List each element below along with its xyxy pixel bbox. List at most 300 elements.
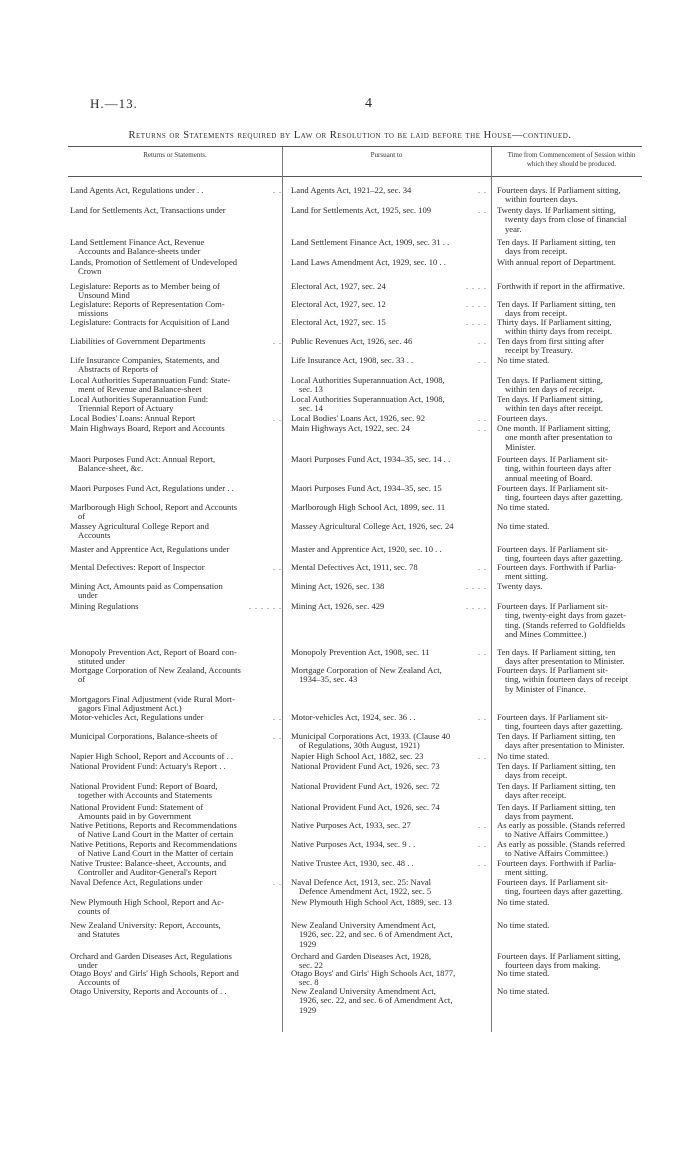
time-cell	[497, 356, 647, 365]
time-text-line: No time stated.	[497, 897, 550, 907]
return-text-line: Land for Settlements Act, Transactions under	[70, 205, 226, 215]
time-text-line: fourteen days from making.	[505, 960, 601, 971]
pursuant-text-line: sec. 14	[299, 403, 323, 414]
return-text-line: Mining Act, Amounts paid as Compensation	[70, 581, 223, 591]
return-cell	[70, 803, 278, 822]
pursuant-cell	[291, 713, 487, 722]
time-cell	[497, 300, 647, 319]
leader-dots: . . . .	[466, 602, 487, 611]
pursuant-text-line: Defence Amendment Act, 1922, sec. 5	[299, 886, 432, 897]
pursuant-cell	[291, 803, 487, 812]
return-text-line: of Native Land Court in the Matter of certain	[78, 829, 234, 840]
return-text-line: of	[78, 674, 86, 685]
pursuant-cell	[291, 582, 487, 591]
time-text-line: Fourteen days. If Parliament sit-	[497, 454, 608, 464]
time-text-line: ting, fourteen days after gazetting.	[505, 886, 623, 897]
return-cell	[70, 987, 278, 996]
return-text-line: Crown	[78, 266, 102, 277]
column-header-time-line-2: which they should be produced.	[526, 159, 617, 168]
time-text-line: As early as possible. (Stands referred	[497, 820, 625, 830]
pursuant-text-line: Public Revenues Act, 1926, sec. 46	[291, 336, 413, 346]
pursuant-text-line: Local Bodies' Loans Act, 1926, sec. 92	[291, 413, 426, 423]
pursuant-cell	[291, 282, 487, 291]
return-text-line: Accounts of	[78, 977, 120, 988]
time-text-line: days from receipt.	[505, 770, 568, 781]
return-text-line: Main Highways Board, Report and Accounts	[70, 423, 225, 433]
time-cell	[497, 258, 647, 267]
time-text-line: to Native Affairs Committee.)	[505, 829, 608, 840]
time-text-line: Fourteen days. If Parliament sit-	[497, 712, 608, 722]
return-cell	[70, 336, 282, 346]
time-cell	[497, 206, 647, 234]
time-cell	[497, 602, 647, 640]
return-text-line: Triennial Report of Actuary	[78, 403, 174, 414]
pursuant-cell	[291, 782, 487, 791]
pursuant-text-line: Main Highways Act, 1922, sec. 24	[291, 423, 410, 433]
time-text-line: ting, twenty-eight days from gazet-	[505, 610, 626, 621]
time-text-line: Fourteen days. If Parliament sit-	[497, 483, 608, 493]
leader-dots: . . . .	[466, 300, 487, 309]
return-text-line: New Zealand University: Report, Accounts,	[70, 920, 221, 930]
return-cell	[70, 503, 278, 522]
time-text-line: Twenty days.	[497, 581, 543, 591]
pursuant-text-line: Maori Purposes Fund Act, 1934–35, sec. 15	[291, 483, 442, 493]
return-text-line: Massey Agricultural College Report and	[70, 521, 209, 531]
time-cell	[497, 666, 647, 694]
return-text-line: Local Bodies' Loans: Annual Report	[70, 413, 196, 423]
pursuant-cell	[291, 878, 487, 897]
pursuant-text-line: Mental Defectives Act, 1911, sec. 78	[291, 562, 418, 572]
leader-dots: . . . .	[466, 282, 487, 291]
leader-dots: . .	[478, 356, 487, 365]
time-text-line: days from payment.	[505, 811, 574, 822]
return-text-line: Mortgage Corporation of New Zealand, Accounts	[70, 665, 241, 675]
return-text-line: Abstracts of Reports of	[78, 364, 158, 375]
return-cell	[70, 318, 278, 327]
pursuant-text-line: Land for Settlements Act, 1925, sec. 109	[291, 205, 432, 215]
time-text-line: No time stated.	[497, 751, 550, 761]
leader-dots: . .	[273, 414, 282, 423]
pursuant-cell	[291, 602, 487, 611]
leader-dots: . .	[478, 648, 487, 657]
return-text-line: Mental Defectives: Report of Inspector	[70, 562, 205, 572]
time-text-line: Forthwith if report in the affirmative.	[497, 281, 625, 291]
pursuant-cell	[291, 206, 487, 215]
pursuant-cell	[291, 969, 487, 988]
time-text-line: days after presentation to Minister.	[505, 740, 625, 751]
time-cell	[497, 969, 647, 978]
time-text-line: within ten days of receipt.	[505, 384, 595, 395]
return-text-line: Native Trustee: Balance-sheet, Accounts, and	[70, 858, 227, 868]
time-cell	[497, 186, 647, 205]
return-cell	[70, 300, 278, 319]
return-cell	[70, 877, 282, 887]
time-cell	[497, 563, 647, 582]
time-cell	[497, 545, 647, 564]
pursuant-cell	[291, 545, 487, 554]
return-text-line: missions	[78, 308, 109, 319]
leader-dots: . .	[478, 414, 487, 423]
time-text-line: Ten days from first sitting after	[497, 336, 605, 346]
column-divider-1	[282, 147, 283, 1032]
time-text-line: Thirty days. If Parliament sitting,	[497, 317, 612, 327]
time-cell	[497, 424, 647, 452]
header-bottom-rule	[68, 176, 642, 177]
pursuant-text-line: sec. 8	[299, 977, 319, 988]
time-text-line: days after presentation to Minister.	[505, 656, 625, 667]
return-text-line: Legislature: Contracts for Acquisition of Land	[70, 317, 230, 327]
return-text-line: National Provident Fund: Statement of	[70, 802, 204, 812]
return-cell	[70, 921, 278, 940]
return-text-line: Legislature: Reports of Representation Com-	[70, 299, 225, 309]
return-cell	[70, 601, 282, 611]
pursuant-text-line: 1929	[299, 1004, 317, 1015]
return-text-line: Monopoly Prevention Act, Report of Board con-	[70, 647, 237, 657]
return-cell	[70, 484, 278, 493]
time-text-line: Fourteen days. If Parliament sit-	[497, 601, 608, 611]
return-text-line: Master and Apprentice Act, Regulations under	[70, 544, 230, 554]
time-text-line: No time stated.	[497, 502, 550, 512]
time-text-line: Fourteen days. If Parliament sit-	[497, 877, 608, 887]
time-text-line: Minister.	[505, 441, 536, 452]
time-cell	[497, 337, 647, 356]
time-text-line: No time stated.	[497, 920, 550, 930]
time-cell	[497, 878, 647, 897]
pursuant-text-line: Native Purposes Act, 1933, sec. 27	[291, 820, 411, 830]
time-cell	[497, 484, 647, 503]
pursuant-cell	[291, 898, 487, 907]
pursuant-text-line: New Plymouth High School Act, 1889, sec. 13	[291, 897, 452, 907]
return-cell	[70, 840, 278, 859]
leader-dots: . .	[273, 563, 282, 572]
time-text-line: Fourteen days. Forthwith if Parlia-	[497, 562, 617, 572]
pursuant-text-line: Master and Apprentice Act, 1920, sec. 10 . .	[291, 544, 442, 554]
time-text-line: ting, within fourteen days of receipt	[505, 674, 629, 685]
pursuant-text-line: National Provident Fund Act, 1926, sec. 73	[291, 761, 440, 771]
page-title: Returns or Statements required by Law or Resolution to be laid before the House—continued.	[128, 130, 572, 141]
time-text-line: Twenty days. If Parliament sitting,	[497, 205, 616, 215]
time-cell	[497, 762, 647, 781]
return-cell	[70, 648, 278, 667]
pursuant-text-line: sec. 13	[299, 384, 323, 395]
time-cell	[497, 732, 647, 751]
time-text-line: Ten days. If Parliament sitting, ten	[497, 731, 616, 741]
time-text-line: days after receipt.	[505, 790, 567, 801]
time-cell	[497, 821, 647, 840]
return-text-line: Maori Purposes Fund Act: Annual Report,	[70, 454, 216, 464]
time-text-line: ting, fourteen days after gazetting.	[505, 553, 623, 564]
pursuant-cell	[291, 414, 487, 423]
pursuant-cell	[291, 376, 487, 395]
pursuant-cell	[291, 503, 487, 512]
pursuant-text-line: 1926, sec. 22, and sec. 6 of Amendment Act,	[299, 929, 453, 940]
pursuant-cell	[291, 821, 487, 830]
time-text-line: Ten days. If Parliament sitting,	[497, 394, 603, 404]
return-text-line: gagors Final Adjustment Act.)	[78, 703, 182, 714]
time-text-line: ting. (Stands referred to Goldfields	[505, 619, 626, 630]
time-text-line: and Mines Committee.)	[505, 629, 587, 640]
time-text-line: As early as possible. (Stands referred	[497, 839, 625, 849]
return-text-line: Motor-vehicles Act, Regulations under	[70, 712, 204, 722]
pursuant-text-line: 1934–35, sec. 43	[299, 674, 358, 685]
time-text-line: by Minister of Finance.	[505, 683, 586, 694]
time-cell	[497, 414, 647, 423]
time-cell	[497, 503, 647, 512]
time-cell	[497, 840, 647, 859]
return-text-line: Native Petitions, Reports and Recommendations	[70, 839, 237, 849]
time-text-line: within thirty days from receipt.	[505, 326, 613, 337]
pursuant-cell	[291, 455, 487, 464]
column-header-time	[491, 151, 652, 169]
return-text-line: Local Authorities Superannuation Fund:	[70, 394, 209, 404]
return-cell	[70, 395, 278, 414]
pursuant-text-line: Otago Boys' and Girls' High Schools Act, 1877,	[291, 968, 456, 978]
return-text-line: Controller and Auditor-General's Report	[78, 867, 217, 878]
return-text-line: Mortgagors Final Adjustment (vide Rural Mort-	[70, 694, 235, 704]
pursuant-text-line: Land Settlement Finance Act, 1909, sec. 31 . .	[291, 237, 450, 247]
time-text-line: Ten days. If Parliament sitting, ten	[497, 237, 616, 247]
return-text-line: ment of Revenue and Balance-sheet	[78, 384, 202, 395]
time-text-line: ment sitting.	[505, 867, 548, 878]
return-text-line: and Statutes	[78, 929, 120, 940]
column-header-returns: Returns or Statements.	[143, 151, 207, 159]
leader-dots: . .	[273, 186, 282, 195]
return-cell	[70, 762, 278, 771]
pursuant-text-line: Motor-vehicles Act, 1924, sec. 36 . .	[291, 712, 416, 722]
return-cell	[70, 258, 278, 277]
leader-dots: . .	[478, 337, 487, 346]
pursuant-cell	[291, 859, 487, 868]
return-text-line: Orchard and Garden Diseases Act, Regulations	[70, 951, 232, 961]
header-top-rule	[68, 146, 642, 147]
pursuant-text-line: sec. 22	[299, 960, 323, 971]
time-cell	[497, 238, 647, 257]
column-header-time-line-1: Time from Commencement of Session within	[507, 151, 636, 159]
pursuant-cell	[291, 563, 487, 572]
pursuant-text-line: Mining Act, 1926, sec. 138	[291, 581, 385, 591]
time-cell	[497, 803, 647, 822]
return-text-line: Accounts and Balance-sheets under	[78, 246, 201, 257]
time-text-line: within fourteen days.	[505, 194, 578, 205]
page-number: 4	[365, 96, 372, 111]
pursuant-cell	[291, 840, 487, 849]
pursuant-text-line: of Regulations, 30th August, 1921)	[299, 740, 420, 751]
return-cell	[70, 185, 282, 195]
return-text-line: Napier High School, Report and Accounts of . .	[70, 751, 234, 761]
pursuant-cell	[291, 238, 487, 247]
return-text-line: New Plymouth High School, Report and Ac-	[70, 897, 224, 907]
time-cell	[497, 282, 647, 291]
return-text-line: of Native Land Court in the Matter of certain	[78, 848, 234, 859]
time-text-line: Ten days. If Parliament sitting, ten	[497, 761, 616, 771]
return-cell	[70, 522, 278, 541]
pursuant-text-line: Marlborough High School Act, 1899, sec. 11	[291, 502, 446, 512]
return-text-line: Unsound Mind	[78, 290, 130, 301]
return-text-line: Otago Boys' and Girls' High Schools, Report and	[70, 968, 239, 978]
return-text-line: Municipal Corporations, Balance-sheets of	[70, 731, 218, 741]
time-text-line: Ten days. If Parliament sitting, ten	[497, 781, 616, 791]
pursuant-text-line: Naval Defence Act, 1913, sec. 25: Naval	[291, 877, 432, 887]
return-text-line: under	[78, 960, 98, 971]
return-text-line: Legislature: Reports as to Member being of	[70, 281, 220, 291]
time-text-line: With annual report of Department.	[497, 257, 616, 267]
leader-dots: . .	[478, 713, 487, 722]
pursuant-cell	[291, 318, 487, 327]
time-text-line: receipt by Treasury.	[505, 345, 573, 356]
leader-dots: . .	[273, 337, 282, 346]
return-cell	[70, 545, 278, 554]
pursuant-cell	[291, 484, 487, 493]
pursuant-text-line: Maori Purposes Fund Act, 1934–35, sec. 14 . .	[291, 454, 451, 464]
time-text-line: days from receipt.	[505, 308, 568, 319]
return-text-line: Otago University, Reports and Accounts of . .	[70, 986, 227, 996]
time-text-line: ting, fourteen days after gazetting.	[505, 721, 623, 732]
leader-dots: . . . .	[466, 582, 487, 591]
time-text-line: ting, fourteen days after gazetting.	[505, 492, 623, 503]
return-text-line: Maori Purposes Fund Act, Regulations under . .	[70, 483, 234, 493]
pursuant-text-line: Life Insurance Act, 1908, sec. 33 . .	[291, 355, 414, 365]
return-cell	[70, 712, 282, 722]
pursuant-text-line: Massey Agricultural College Act, 1926, sec. 24	[291, 521, 454, 531]
time-text-line: No time stated.	[497, 968, 550, 978]
return-cell	[70, 782, 278, 801]
return-text-line: Naval Defence Act, Regulations under	[70, 877, 203, 887]
leader-dots: . .	[478, 206, 487, 215]
return-cell	[70, 413, 282, 423]
return-text-line: Land Agents Act, Regulations under . .	[70, 185, 204, 195]
pursuant-cell	[291, 752, 487, 761]
return-cell	[70, 424, 278, 433]
time-text-line: within ten days after receipt.	[505, 403, 604, 414]
pursuant-text-line: Mining Act, 1926, sec. 429	[291, 601, 385, 611]
pursuant-text-line: Monopoly Prevention Act, 1908, sec. 11	[291, 647, 430, 657]
pursuant-text-line: 1926, sec. 22, and sec. 6 of Amendment Act,	[299, 995, 453, 1006]
return-cell	[70, 562, 282, 572]
time-text-line: Fourteen days. If Parliament sitting,	[497, 185, 621, 195]
pursuant-cell	[291, 666, 487, 685]
return-cell	[70, 238, 278, 257]
pursuant-cell	[291, 356, 487, 365]
time-text-line: One month. If Parliament sitting,	[497, 423, 611, 433]
pursuant-cell	[291, 300, 487, 309]
time-cell	[497, 713, 647, 732]
return-cell	[70, 206, 278, 215]
pursuant-text-line: Local Authorities Superannuation Act, 1908,	[291, 375, 445, 385]
time-cell	[497, 318, 647, 337]
time-cell	[497, 782, 647, 801]
time-cell	[497, 376, 647, 395]
return-text-line: Liabilities of Government Departments	[70, 336, 206, 346]
time-cell	[497, 648, 647, 667]
return-cell	[70, 376, 278, 395]
return-cell	[70, 731, 282, 741]
column-header-pursuant: Pursuant to	[370, 151, 403, 159]
time-text-line: ting, within fourteen days after	[505, 463, 612, 474]
pursuant-text-line: National Provident Fund Act, 1926, sec. 72	[291, 781, 440, 791]
time-cell	[497, 898, 647, 907]
pursuant-cell	[291, 337, 487, 346]
pursuant-cell	[291, 762, 487, 771]
time-text-line: No time stated.	[497, 986, 550, 996]
return-cell	[70, 969, 278, 988]
page-reference: H.—13.	[90, 96, 138, 111]
pursuant-cell	[291, 987, 487, 1015]
time-text-line: ment sitting.	[505, 571, 548, 582]
pursuant-text-line: Electoral Act, 1927, sec. 24	[291, 281, 386, 291]
time-cell	[497, 522, 647, 531]
leader-dots: . .	[478, 821, 487, 830]
return-text-line: National Provident Fund: Actuary's Report . .	[70, 761, 226, 771]
return-text-line: Lands, Promotion of Settlement of Undeveloped	[70, 257, 238, 267]
time-text-line: Ten days. If Parliament sitting, ten	[497, 647, 616, 657]
pursuant-text-line: New Zealand University Amendment Act,	[291, 920, 436, 930]
column-divider-2	[491, 147, 492, 1032]
time-text-line: year.	[505, 223, 522, 234]
pursuant-text-line: Electoral Act, 1927, sec. 12	[291, 299, 386, 309]
time-cell	[497, 987, 647, 996]
return-cell	[70, 752, 278, 761]
pursuant-cell	[291, 522, 487, 531]
pursuant-text-line: Land Agents Act, 1921–22, sec. 34	[291, 185, 412, 195]
time-cell	[497, 752, 647, 761]
return-text-line: National Provident Fund: Report of Board,	[70, 781, 218, 791]
return-text-line: Mining Regulations	[70, 601, 139, 611]
return-text-line: Land Settlement Finance Act, Revenue	[70, 237, 205, 247]
leader-dots: . .	[478, 424, 487, 433]
return-text-line: Amounts paid in by Government	[78, 811, 192, 822]
return-text-line: counts of	[78, 906, 110, 917]
time-text-line: Fourteen days.	[497, 413, 548, 423]
time-text-line: No time stated.	[497, 521, 550, 531]
pursuant-text-line: 1929	[299, 938, 317, 949]
return-text-line: stituted under	[78, 656, 126, 667]
time-cell	[497, 859, 647, 878]
return-cell	[70, 859, 278, 878]
time-text-line: Fourteen days. If Parliament sit-	[497, 665, 608, 675]
time-text-line: Ten days. If Parliament sitting, ten	[497, 299, 616, 309]
return-text-line: Accounts	[78, 530, 111, 541]
return-cell	[70, 455, 278, 474]
pursuant-text-line: New Zealand University Amendment Act,	[291, 986, 436, 996]
return-text-line: Life Insurance Companies, Statements, and	[70, 355, 220, 365]
return-cell	[70, 898, 278, 917]
leader-dots: . .	[478, 563, 487, 572]
leader-dots: . .	[273, 732, 282, 741]
pursuant-cell	[291, 648, 487, 657]
pursuant-text-line: Municipal Corporations Act, 1933. (Clause 40	[291, 731, 451, 741]
time-cell	[497, 921, 647, 930]
return-text-line: under	[78, 590, 98, 601]
return-cell	[70, 582, 278, 601]
leader-dots: . .	[478, 840, 487, 849]
leader-dots: . .	[478, 752, 487, 761]
return-text-line: Marlborough High School, Report and Accounts	[70, 502, 238, 512]
pursuant-text-line: National Provident Fund Act, 1926, sec. 74	[291, 802, 440, 812]
leader-dots: . . . . . .	[249, 602, 282, 611]
time-text-line: Fourteen days. If Parliament sitting,	[497, 951, 621, 961]
return-cell	[70, 282, 278, 301]
time-text-line: Fourteen days. If Parliament sit-	[497, 544, 608, 554]
pursuant-text-line: Electoral Act, 1927, sec. 15	[291, 317, 386, 327]
return-cell	[70, 356, 278, 375]
time-text-line: No time stated.	[497, 355, 550, 365]
pursuant-cell	[291, 424, 487, 433]
pursuant-text-line: Land Laws Amendment Act, 1929, sec. 10 . .	[291, 257, 446, 267]
return-text-line: of	[78, 511, 86, 522]
pursuant-cell	[291, 186, 487, 195]
pursuant-cell	[291, 258, 487, 267]
pursuant-text-line: Mortgage Corporation of New Zealand Act,	[291, 665, 442, 675]
